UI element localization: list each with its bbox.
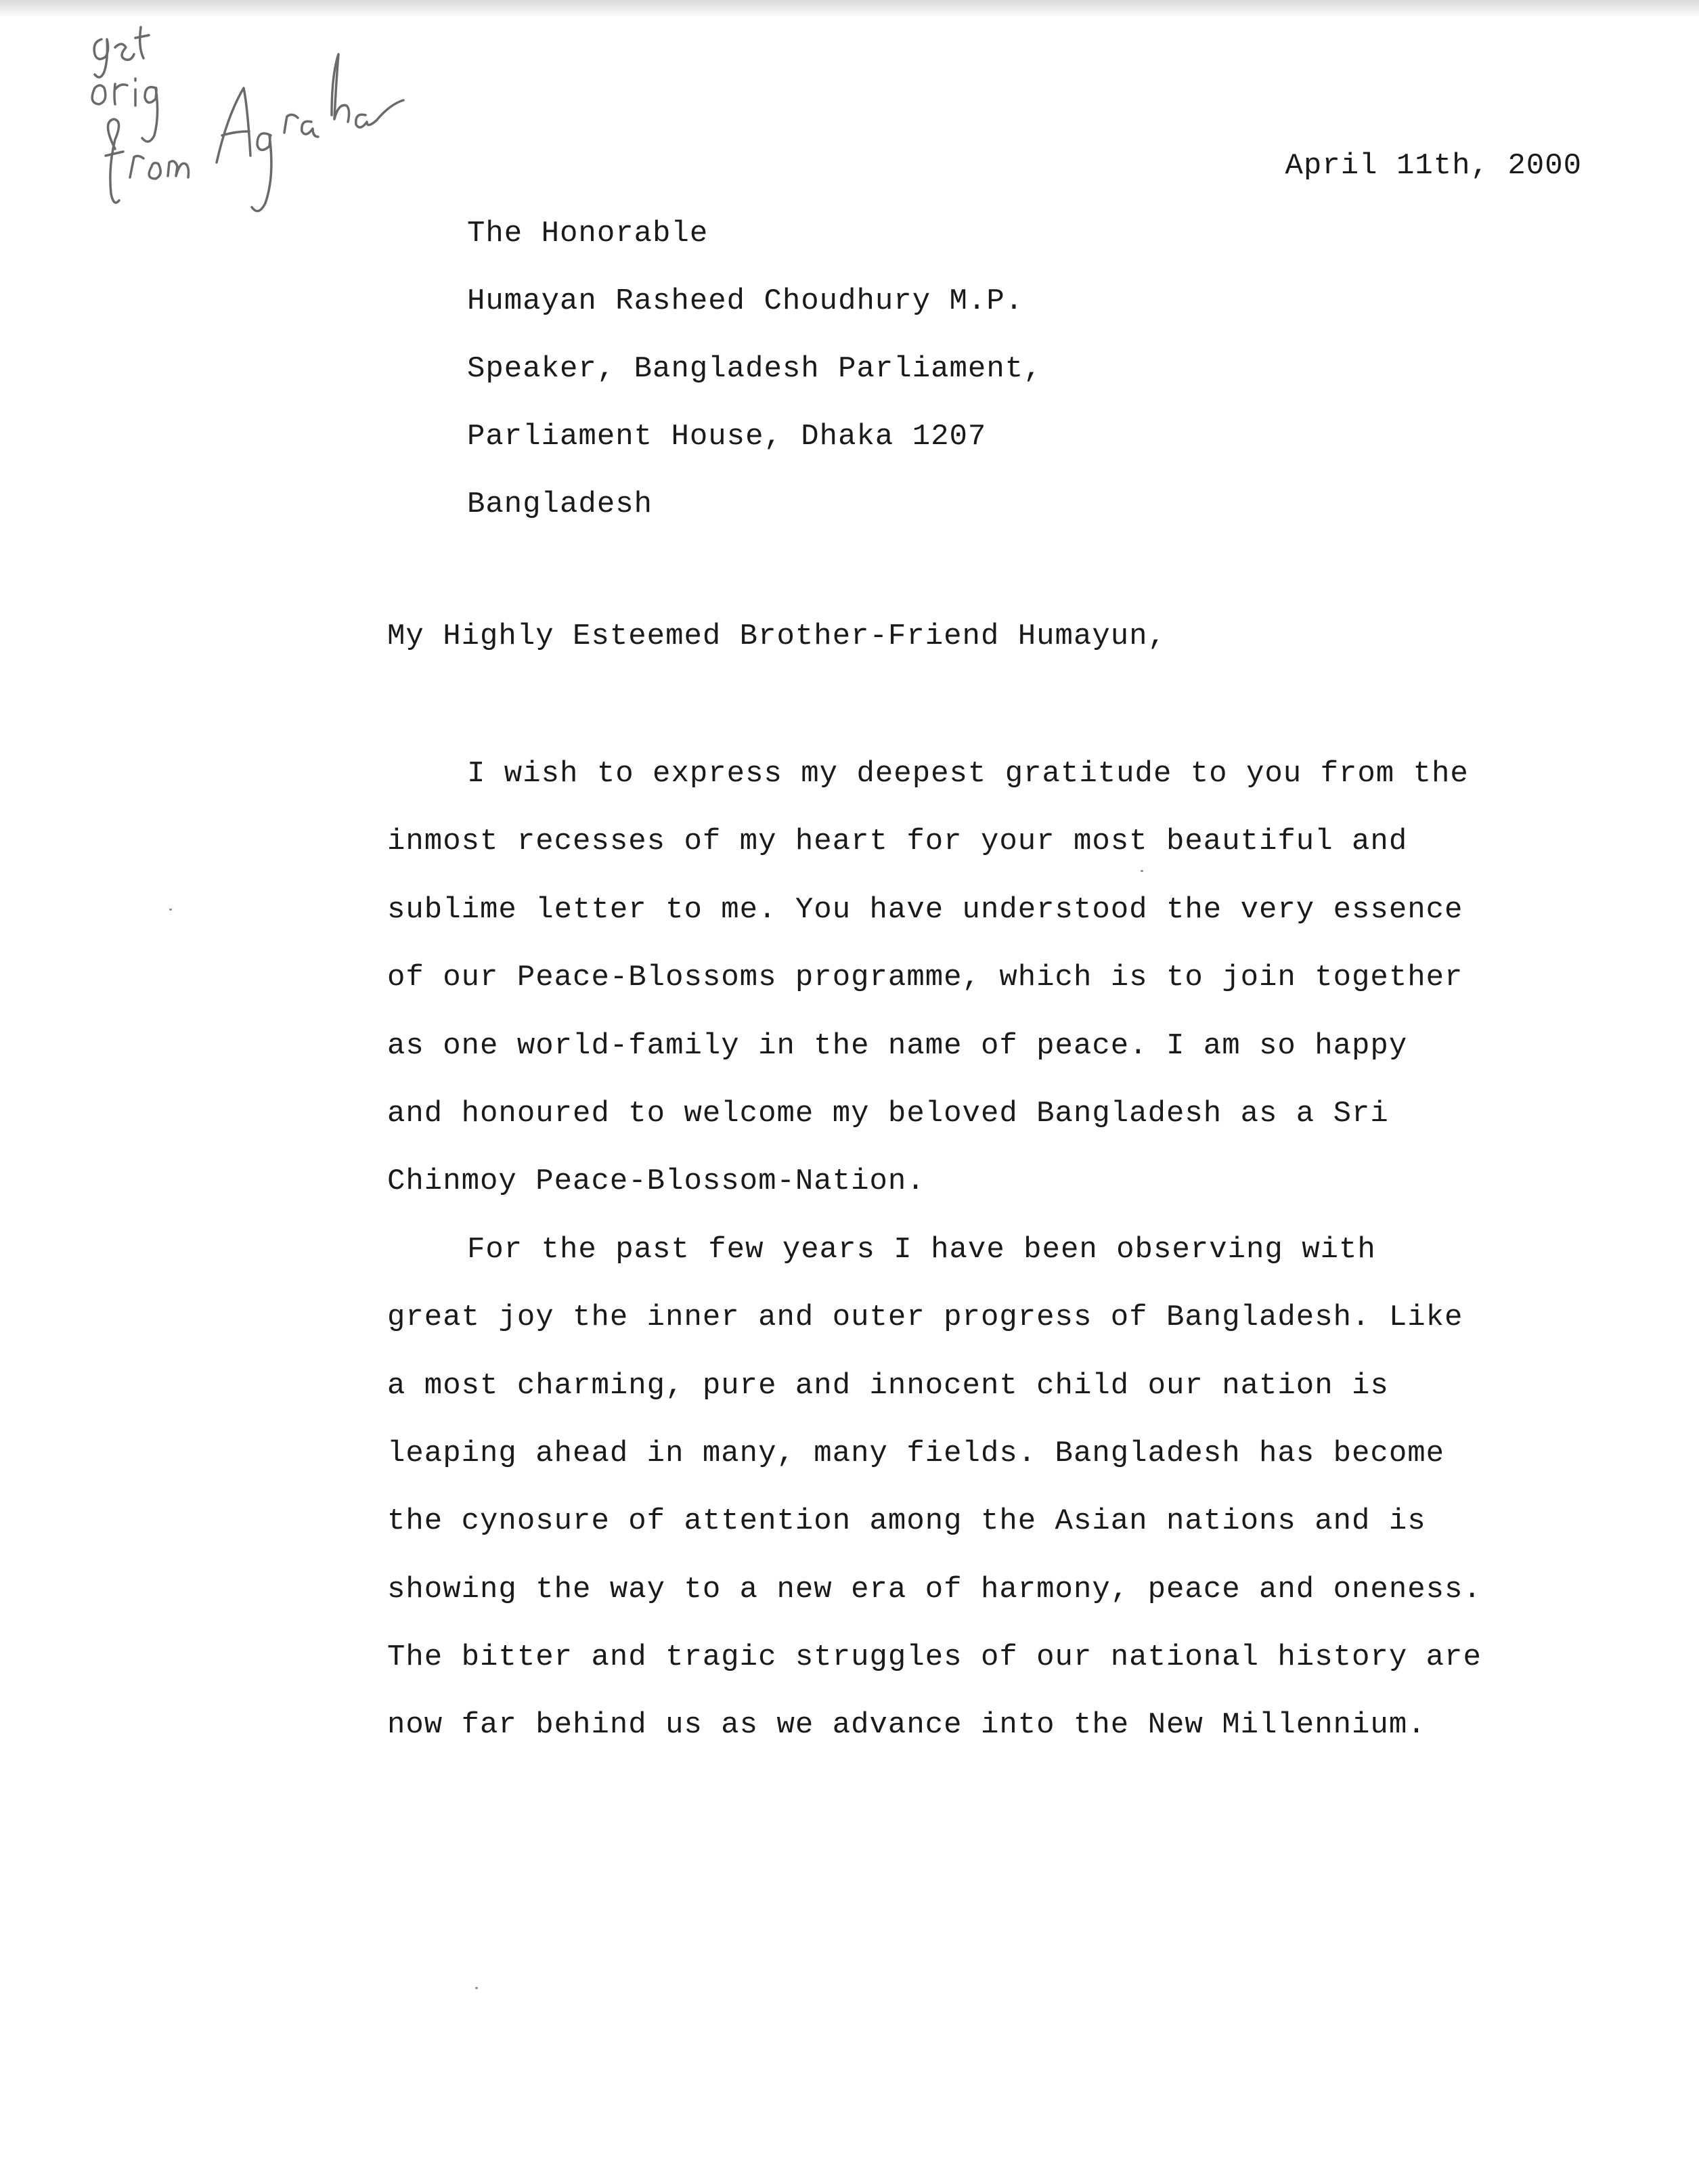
address-line: Parliament House, Dhaka 1207: [467, 420, 987, 454]
body-line: now far behind us as we advance into the New Millennium.: [387, 1708, 1426, 1743]
scan-speck: [1141, 870, 1143, 872]
address-line: Humayan Rasheed Choudhury M.P.: [467, 284, 1024, 318]
body-line: Chinmoy Peace-Blossom-Nation.: [387, 1164, 925, 1199]
address-line: The Honorable: [467, 217, 709, 250]
body-line: inmost recesses of my heart for your most beautiful and: [387, 825, 1408, 859]
handwriting-scribble: [81, 14, 420, 237]
body-line: of our Peace-Blossoms programme, which is to join together: [387, 961, 1463, 995]
body-line: a most charming, pure and innocent child our nation is: [387, 1368, 1389, 1403]
recipient-address: [467, 213, 1042, 552]
body-line: showing the way to a new era of harmony, peace and oneness.: [387, 1572, 1482, 1607]
body-line: The bitter and tragic struggles of our national history are: [387, 1640, 1482, 1675]
body-line: as one world-family in the name of peace. I am so happy: [387, 1028, 1408, 1063]
body-line: great joy the inner and outer progress of Bangladesh. Like: [387, 1301, 1463, 1335]
handwritten-note: [81, 14, 420, 237]
body-line: I wish to express my deepest gratitude to you from the: [467, 757, 1469, 791]
body-line: leaping ahead in many, many fields. Bangladesh has become: [387, 1436, 1445, 1470]
letter-body: [387, 754, 1482, 1773]
body-line: sublime letter to me. You have understood the very essence: [387, 892, 1463, 927]
body-line: and honoured to welcome my beloved Bangladesh as a Sri: [387, 1096, 1389, 1131]
body-line: the cynosure of attention among the Asian nations and is: [387, 1504, 1426, 1539]
body-line: For the past few years I have been observing with: [467, 1232, 1376, 1267]
address-line: Bangladesh: [467, 487, 653, 521]
address-line: Speaker, Bangladesh Parliament,: [467, 352, 1042, 386]
salutation: My Highly Esteemed Brother-Friend Humayun,: [387, 619, 1166, 653]
letter-date: April 11th, 2000: [1285, 149, 1582, 183]
scan-speck: [475, 1987, 478, 1989]
scan-speck: [169, 909, 172, 911]
